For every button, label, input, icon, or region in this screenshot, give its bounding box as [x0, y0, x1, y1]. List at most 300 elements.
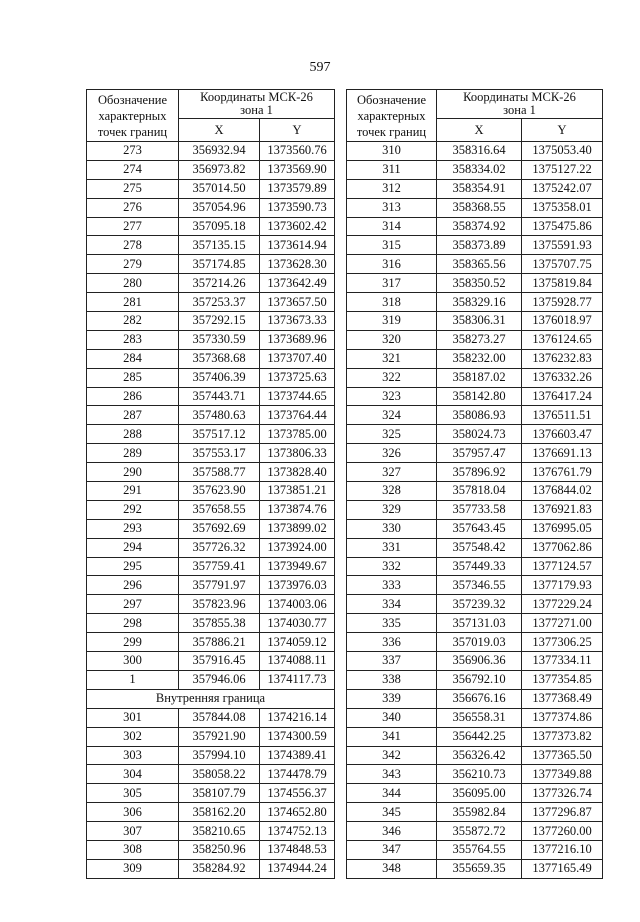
x-coordinate-cell: 358373.89	[437, 236, 522, 255]
table-row	[347, 614, 603, 633]
table-row	[347, 708, 603, 727]
point-id-cell: 348	[347, 859, 437, 878]
table-row	[87, 840, 335, 859]
y-coordinate-cell: 1377062.86	[522, 538, 603, 557]
table-row	[347, 217, 603, 236]
x-coordinate-cell: 357994.10	[179, 746, 260, 765]
x-coordinate-cell: 357886.21	[179, 633, 260, 652]
point-id-cell: 330	[347, 519, 437, 538]
y-coordinate-cell: 1373899.02	[260, 519, 335, 538]
point-id-cell: 335	[347, 614, 437, 633]
table-row	[347, 482, 603, 501]
table-row	[347, 689, 603, 708]
point-id-cell: 313	[347, 198, 437, 217]
table-row	[347, 538, 603, 557]
x-coordinate-cell: 357916.45	[179, 652, 260, 671]
point-id-cell: 346	[347, 822, 437, 841]
x-coordinate-cell: 356932.94	[179, 142, 260, 161]
y-coordinate-cell: 1376332.26	[522, 368, 603, 387]
x-coordinate-cell: 358187.02	[437, 368, 522, 387]
table-row	[87, 803, 335, 822]
table-row	[87, 255, 335, 274]
point-id-cell: 332	[347, 557, 437, 576]
point-id-cell: 294	[87, 538, 179, 557]
x-coordinate-cell: 358210.65	[179, 822, 260, 841]
table-row	[347, 840, 603, 859]
y-coordinate-cell: 1373707.40	[260, 349, 335, 368]
y-coordinate-cell: 1373924.00	[260, 538, 335, 557]
x-coordinate-cell: 358368.55	[437, 198, 522, 217]
y-coordinate-cell: 1375475.86	[522, 217, 603, 236]
y-coordinate-cell: 1373569.90	[260, 160, 335, 179]
table-row	[87, 217, 335, 236]
table-row	[347, 519, 603, 538]
point-id-cell: 302	[87, 727, 179, 746]
x-coordinate-cell: 357014.50	[179, 179, 260, 198]
table-row	[87, 784, 335, 803]
point-id-cell: 301	[87, 708, 179, 727]
y-coordinate-cell: 1373828.40	[260, 463, 335, 482]
y-coordinate-cell: 1373949.67	[260, 557, 335, 576]
point-id-cell: 283	[87, 330, 179, 349]
table-row	[87, 142, 335, 161]
y-coordinate-cell: 1374300.59	[260, 727, 335, 746]
page-number: 597	[309, 60, 331, 75]
y-coordinate-cell: 1374117.73	[260, 670, 335, 689]
y-coordinate-cell: 1376232.83	[522, 349, 603, 368]
y-coordinate-cell: 1373657.50	[260, 293, 335, 312]
x-coordinate-cell: 357588.77	[179, 463, 260, 482]
x-coordinate-cell: 358273.27	[437, 330, 522, 349]
y-coordinate-cell: 1375053.40	[522, 142, 603, 161]
point-id-cell: 342	[347, 746, 437, 765]
y-coordinate-cell: 1373579.89	[260, 179, 335, 198]
y-coordinate-cell: 1373744.65	[260, 387, 335, 406]
table-row	[347, 463, 603, 482]
point-label-line: Обозначение	[356, 92, 427, 107]
point-id-cell: 298	[87, 614, 179, 633]
coords-title-line: Координаты МСК-26	[463, 89, 576, 104]
y-coordinate-cell: 1373976.03	[260, 576, 335, 595]
point-id-cell: 299	[87, 633, 179, 652]
point-id-cell: 312	[347, 179, 437, 198]
table-row	[87, 500, 335, 519]
point-label-line: точек границ	[97, 124, 168, 139]
y-coordinate-cell: 1373764.44	[260, 406, 335, 425]
table-row	[87, 652, 335, 671]
table-row	[347, 349, 603, 368]
table-row	[87, 198, 335, 217]
y-coordinate-cell: 1375127.22	[522, 160, 603, 179]
point-id-cell: 291	[87, 482, 179, 501]
point-id-cell: 319	[347, 312, 437, 331]
x-coordinate-cell: 357957.47	[437, 444, 522, 463]
point-label-header	[87, 90, 179, 142]
y-coordinate-cell: 1375242.07	[522, 179, 603, 198]
point-id-cell: 328	[347, 482, 437, 501]
point-id-cell: 315	[347, 236, 437, 255]
x-coordinate-cell: 357759.41	[179, 557, 260, 576]
table-row	[347, 387, 603, 406]
table-row	[87, 746, 335, 765]
point-id-cell: 325	[347, 425, 437, 444]
table-row	[87, 538, 335, 557]
x-coordinate-cell: 357292.15	[179, 312, 260, 331]
x-coordinate-cell: 357253.37	[179, 293, 260, 312]
x-coordinate-cell: 358250.96	[179, 840, 260, 859]
y-coordinate-cell: 1375707.75	[522, 255, 603, 274]
y-coordinate-cell: 1377229.24	[522, 595, 603, 614]
x-coordinate-cell: 357643.45	[437, 519, 522, 538]
x-coordinate-cell: 357368.68	[179, 349, 260, 368]
x-coordinate-cell: 356676.16	[437, 689, 522, 708]
point-id-cell: 333	[347, 576, 437, 595]
point-id-cell: 307	[87, 822, 179, 841]
point-id-cell: 276	[87, 198, 179, 217]
point-id-cell: 304	[87, 765, 179, 784]
point-id-cell: 305	[87, 784, 179, 803]
section-title: Внутренняя граница	[87, 689, 335, 708]
point-label-line: Обозначение	[97, 92, 168, 107]
point-label-line: характерных	[357, 108, 426, 123]
point-id-cell: 341	[347, 727, 437, 746]
point-id-cell: 277	[87, 217, 179, 236]
table-row	[347, 255, 603, 274]
x-coordinate-cell: 357553.17	[179, 444, 260, 463]
table-row	[87, 557, 335, 576]
point-id-cell: 340	[347, 708, 437, 727]
table-row	[87, 406, 335, 425]
y-coordinate-cell: 1373689.96	[260, 330, 335, 349]
y-coordinate-cell: 1374478.79	[260, 765, 335, 784]
point-id-cell: 273	[87, 142, 179, 161]
y-coordinate-cell: 1376511.51	[522, 406, 603, 425]
point-id-cell: 334	[347, 595, 437, 614]
x-coordinate-cell: 358086.93	[437, 406, 522, 425]
coords-title-header	[179, 90, 335, 119]
point-id-cell: 326	[347, 444, 437, 463]
y-coordinate-cell: 1377374.86	[522, 708, 603, 727]
x-coordinate-cell: 357330.59	[179, 330, 260, 349]
y-coordinate-cell: 1377306.25	[522, 633, 603, 652]
x-coordinate-cell: 358284.92	[179, 859, 260, 878]
x-coordinate-cell: 358374.92	[437, 217, 522, 236]
x-coordinate-cell: 358162.20	[179, 803, 260, 822]
point-id-cell: 317	[347, 274, 437, 293]
point-id-cell: 316	[347, 255, 437, 274]
x-coordinate-cell: 357174.85	[179, 255, 260, 274]
y-coordinate-cell: 1377368.49	[522, 689, 603, 708]
y-coordinate-cell: 1376691.13	[522, 444, 603, 463]
x-coordinate-cell: 358329.16	[437, 293, 522, 312]
x-coordinate-cell: 358107.79	[179, 784, 260, 803]
table-row	[347, 406, 603, 425]
x-coordinate-cell: 358350.52	[437, 274, 522, 293]
x-coordinate-cell: 355659.35	[437, 859, 522, 878]
y-coordinate-cell: 1373560.76	[260, 142, 335, 161]
table-row	[347, 652, 603, 671]
x-coordinate-cell: 356792.10	[437, 670, 522, 689]
y-coordinate-cell: 1376603.47	[522, 425, 603, 444]
y-coordinate-cell: 1373602.42	[260, 217, 335, 236]
x-coordinate-cell: 355982.84	[437, 803, 522, 822]
point-id-cell: 297	[87, 595, 179, 614]
x-coordinate-cell: 356442.25	[437, 727, 522, 746]
table-row	[347, 576, 603, 595]
x-coordinate-cell: 357406.39	[179, 368, 260, 387]
table-row	[347, 142, 603, 161]
coords-title-line: зона 1	[503, 103, 536, 117]
table-row	[347, 274, 603, 293]
point-id-cell: 308	[87, 840, 179, 859]
y-coordinate-cell: 1377373.82	[522, 727, 603, 746]
table-row	[87, 576, 335, 595]
table-row	[87, 330, 335, 349]
table-header	[87, 90, 335, 142]
y-coordinate-cell: 1377354.85	[522, 670, 603, 689]
coords-title-header	[437, 90, 603, 119]
x-coordinate-cell: 357480.63	[179, 406, 260, 425]
y-coordinate-cell: 1376018.97	[522, 312, 603, 331]
table-row	[347, 633, 603, 652]
y-coordinate-cell: 1375591.93	[522, 236, 603, 255]
x-coordinate-cell: 355764.55	[437, 840, 522, 859]
x-coordinate-cell: 357823.96	[179, 595, 260, 614]
y-coordinate-cell: 1376124.65	[522, 330, 603, 349]
coords-title-line: Координаты МСК-26	[200, 89, 313, 104]
table-row	[87, 614, 335, 633]
x-coordinate-cell: 357658.55	[179, 500, 260, 519]
point-id-cell: 343	[347, 765, 437, 784]
x-coordinate-cell: 358024.73	[437, 425, 522, 444]
y-coordinate-cell: 1377179.93	[522, 576, 603, 595]
y-coordinate-cell: 1377124.57	[522, 557, 603, 576]
y-coordinate-cell: 1377216.10	[522, 840, 603, 859]
x-coordinate-cell: 356095.00	[437, 784, 522, 803]
point-id-cell: 318	[347, 293, 437, 312]
y-coordinate-cell: 1374216.14	[260, 708, 335, 727]
point-id-cell: 281	[87, 293, 179, 312]
table-row	[347, 198, 603, 217]
table-row	[347, 557, 603, 576]
table-row	[87, 595, 335, 614]
table-row	[87, 312, 335, 331]
point-id-cell: 279	[87, 255, 179, 274]
y-column-header: Y	[260, 119, 335, 142]
table-row	[347, 368, 603, 387]
coords-title-line: зона 1	[240, 103, 273, 117]
x-coordinate-cell: 357019.03	[437, 633, 522, 652]
point-id-cell: 290	[87, 463, 179, 482]
y-coordinate-cell: 1373725.63	[260, 368, 335, 387]
y-coordinate-cell: 1373851.21	[260, 482, 335, 501]
y-coordinate-cell: 1375358.01	[522, 198, 603, 217]
point-label-line: характерных	[98, 108, 167, 123]
x-coordinate-cell: 357443.71	[179, 387, 260, 406]
point-id-cell: 337	[347, 652, 437, 671]
x-coordinate-cell: 357818.04	[437, 482, 522, 501]
x-coordinate-cell: 357449.33	[437, 557, 522, 576]
y-coordinate-cell: 1375819.84	[522, 274, 603, 293]
point-id-cell: 306	[87, 803, 179, 822]
x-coordinate-cell: 356210.73	[437, 765, 522, 784]
table-row	[347, 500, 603, 519]
point-id-cell: 293	[87, 519, 179, 538]
table-row	[87, 368, 335, 387]
x-coordinate-cell: 357896.92	[437, 463, 522, 482]
y-coordinate-cell: 1374030.77	[260, 614, 335, 633]
point-id-cell: 287	[87, 406, 179, 425]
table-row	[347, 595, 603, 614]
point-id-cell: 310	[347, 142, 437, 161]
point-id-cell: 282	[87, 312, 179, 331]
point-id-cell: 320	[347, 330, 437, 349]
y-coordinate-cell: 1373642.49	[260, 274, 335, 293]
section-row	[87, 689, 335, 708]
table-row	[347, 803, 603, 822]
x-coordinate-cell: 357135.15	[179, 236, 260, 255]
point-id-cell: 1	[87, 670, 179, 689]
point-id-cell: 280	[87, 274, 179, 293]
table-row	[87, 708, 335, 727]
table-row	[347, 425, 603, 444]
point-id-cell: 314	[347, 217, 437, 236]
y-coordinate-cell: 1373628.30	[260, 255, 335, 274]
table-header	[347, 90, 603, 142]
table-row	[87, 727, 335, 746]
table-row	[347, 293, 603, 312]
y-coordinate-cell: 1374003.06	[260, 595, 335, 614]
x-column-header: X	[437, 119, 522, 142]
point-id-cell: 331	[347, 538, 437, 557]
y-coordinate-cell: 1377271.00	[522, 614, 603, 633]
y-coordinate-cell: 1377349.88	[522, 765, 603, 784]
point-id-cell: 329	[347, 500, 437, 519]
table-row	[87, 160, 335, 179]
y-coordinate-cell: 1373590.73	[260, 198, 335, 217]
x-coordinate-cell: 357692.69	[179, 519, 260, 538]
y-coordinate-cell: 1374752.13	[260, 822, 335, 841]
point-id-cell: 344	[347, 784, 437, 803]
point-id-cell: 278	[87, 236, 179, 255]
table-row	[347, 765, 603, 784]
point-id-cell: 295	[87, 557, 179, 576]
table-row	[347, 160, 603, 179]
table-row	[87, 349, 335, 368]
x-coordinate-cell: 358058.22	[179, 765, 260, 784]
point-id-cell: 303	[87, 746, 179, 765]
table-row	[87, 859, 335, 878]
point-id-cell: 284	[87, 349, 179, 368]
x-coordinate-cell: 357517.12	[179, 425, 260, 444]
y-coordinate-cell: 1376921.83	[522, 500, 603, 519]
x-coordinate-cell: 358142.80	[437, 387, 522, 406]
point-id-cell: 309	[87, 859, 179, 878]
y-coordinate-cell: 1376417.24	[522, 387, 603, 406]
table-row	[87, 765, 335, 784]
table-row	[87, 822, 335, 841]
y-coordinate-cell: 1374848.53	[260, 840, 335, 859]
x-coordinate-cell: 356906.36	[437, 652, 522, 671]
x-coordinate-cell: 357733.58	[437, 500, 522, 519]
table-row	[87, 519, 335, 538]
point-id-cell: 289	[87, 444, 179, 463]
y-coordinate-cell: 1376844.02	[522, 482, 603, 501]
x-coordinate-cell: 358365.56	[437, 255, 522, 274]
table-row	[347, 822, 603, 841]
y-coordinate-cell: 1374944.24	[260, 859, 335, 878]
y-coordinate-cell: 1373874.76	[260, 500, 335, 519]
table-row	[87, 387, 335, 406]
y-coordinate-cell: 1374652.80	[260, 803, 335, 822]
table-row	[347, 236, 603, 255]
x-coordinate-cell: 357726.32	[179, 538, 260, 557]
x-coordinate-cell: 357791.97	[179, 576, 260, 595]
table-row	[347, 727, 603, 746]
y-column-header: Y	[522, 119, 603, 142]
x-coordinate-cell: 357855.38	[179, 614, 260, 633]
point-id-cell: 285	[87, 368, 179, 387]
point-label-header	[347, 90, 437, 142]
point-id-cell: 321	[347, 349, 437, 368]
x-coordinate-cell: 356558.31	[437, 708, 522, 727]
x-coordinate-cell: 358354.91	[437, 179, 522, 198]
x-coordinate-cell: 356326.42	[437, 746, 522, 765]
table-row	[347, 784, 603, 803]
point-id-cell: 323	[347, 387, 437, 406]
point-id-cell: 275	[87, 179, 179, 198]
x-column-header: X	[179, 119, 260, 142]
table-row	[87, 293, 335, 312]
table-row	[87, 633, 335, 652]
x-coordinate-cell: 357548.42	[437, 538, 522, 557]
y-coordinate-cell: 1374059.12	[260, 633, 335, 652]
y-coordinate-cell: 1376995.05	[522, 519, 603, 538]
y-coordinate-cell: 1375928.77	[522, 293, 603, 312]
point-label-line: точек границ	[356, 124, 427, 139]
point-id-cell: 322	[347, 368, 437, 387]
table-row	[87, 425, 335, 444]
point-id-cell: 311	[347, 160, 437, 179]
y-coordinate-cell: 1377296.87	[522, 803, 603, 822]
point-id-cell: 338	[347, 670, 437, 689]
table-row	[87, 670, 335, 689]
y-coordinate-cell: 1374088.11	[260, 652, 335, 671]
x-coordinate-cell: 357946.06	[179, 670, 260, 689]
x-coordinate-cell: 357844.08	[179, 708, 260, 727]
table-row	[87, 444, 335, 463]
x-coordinate-cell: 357054.96	[179, 198, 260, 217]
table-body	[347, 142, 603, 879]
table-row	[347, 179, 603, 198]
x-coordinate-cell: 357623.90	[179, 482, 260, 501]
y-coordinate-cell: 1377165.49	[522, 859, 603, 878]
y-coordinate-cell: 1373673.33	[260, 312, 335, 331]
table-row	[347, 859, 603, 878]
point-id-cell: 345	[347, 803, 437, 822]
y-coordinate-cell: 1374556.37	[260, 784, 335, 803]
point-id-cell: 336	[347, 633, 437, 652]
table-row	[87, 236, 335, 255]
x-coordinate-cell: 358306.31	[437, 312, 522, 331]
x-coordinate-cell: 358316.64	[437, 142, 522, 161]
x-coordinate-cell: 357095.18	[179, 217, 260, 236]
point-id-cell: 324	[347, 406, 437, 425]
point-id-cell: 286	[87, 387, 179, 406]
point-id-cell: 296	[87, 576, 179, 595]
point-id-cell: 339	[347, 689, 437, 708]
x-coordinate-cell: 357921.90	[179, 727, 260, 746]
